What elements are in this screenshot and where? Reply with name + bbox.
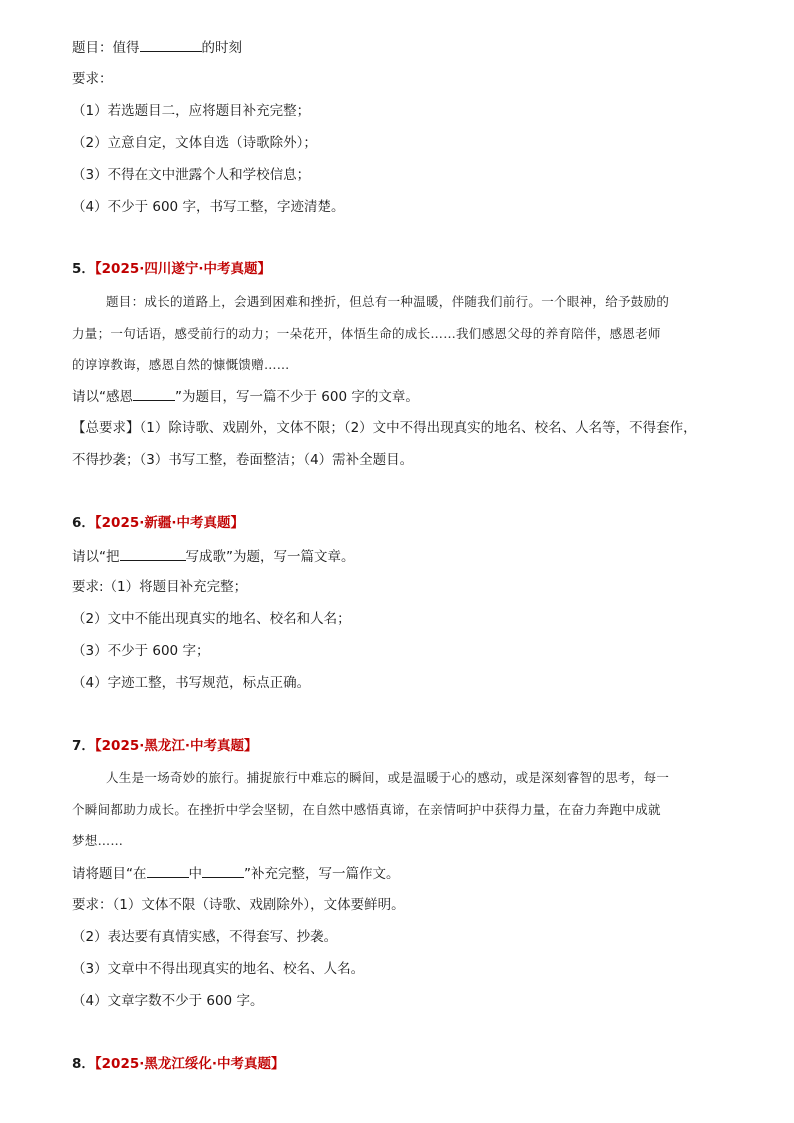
general-requirements-cont: 不得抄袭；（3）书写工整，卷面整洁；（4）需补全题目。	[72, 452, 414, 468]
material-line: 题目：成长的道路上，会遇到困难和挫折，但总有一种温暖，伴随我们前行。一个眼神，给予鼓励的	[106, 294, 670, 309]
material-line: 梦想……	[72, 833, 124, 848]
requirement-item: （2）文中不能出现真实的地名、校名和人名；	[72, 611, 351, 627]
essay-title-line	[72, 37, 242, 57]
prompt-prefix: 请以“感恩	[72, 389, 133, 405]
requirement-item: （4）文章字数不少于 600 字。	[72, 993, 264, 1009]
material-line: 力量；一句话语，感受前行的动力；一朵花开，体悟生命的成长……我们感恩父母的养育陪伴，感恩老师	[72, 326, 661, 341]
question-8-heading	[72, 1055, 285, 1073]
prompt-part: 请将题目“在	[72, 866, 147, 882]
question-7-heading	[72, 737, 258, 755]
question-6-heading	[72, 514, 244, 532]
requirement-item: （3）文章中不得出现真实的地名、校名、人名。	[72, 961, 365, 977]
prompt-suffix: 写成歌”为题，写一篇文章。	[185, 549, 355, 565]
question-5-heading	[72, 260, 271, 278]
prompt-part: 中	[188, 866, 202, 882]
prompt-prefix: 请以“把	[72, 549, 120, 565]
question-number: 8．	[72, 1056, 95, 1072]
essay-prompt	[72, 546, 355, 566]
requirement-item: 要求:（1）将题目补充完整；	[72, 579, 248, 595]
title-blank	[202, 863, 244, 878]
title-suffix: 的时刻	[201, 40, 242, 56]
title-blank	[120, 546, 186, 561]
requirement-item: （2）表达要有真情实感，不得套写、抄袭。	[72, 929, 338, 945]
question-number: 7．	[72, 738, 95, 754]
requirement-item: （3）不得在文中泄露个人和学校信息；	[72, 167, 311, 183]
title-blank	[133, 386, 175, 401]
requirement-item: （2）立意自定，文体自选（诗歌除外）；	[72, 135, 317, 151]
requirement-item: （1）若选题目二，应将题目补充完整；	[72, 103, 311, 119]
material-line: 个瞬间都助力成长。在挫折中学会坚韧，在自然中感悟真谛，在亲情呵护中获得力量，在奋力奔跑中成就	[72, 802, 661, 817]
question-number: 5．	[72, 261, 95, 277]
title-prefix: 题目：值得	[72, 40, 140, 56]
prompt-part: ”补充完整，写一篇作文。	[244, 866, 400, 882]
requirement-item: 要求：（1）文体不限（诗歌、戏剧除外），文体要鲜明。	[72, 897, 405, 913]
question-number: 6．	[72, 515, 95, 531]
title-blank	[147, 863, 189, 878]
requirement-item: （4）字迹工整，书写规范，标点正确。	[72, 675, 311, 691]
essay-prompt	[72, 386, 419, 406]
question-source-tag: 【2025·黑龙江绥化·中考真题】	[94, 1056, 285, 1072]
material-line: 人生是一场奇妙的旅行。捕捉旅行中难忘的瞬间，或是温暖于心的感动，或是深刻睿智的思考，每一	[106, 770, 670, 785]
question-source-tag: 【2025·新疆·中考真题】	[94, 515, 244, 531]
title-blank	[140, 37, 202, 52]
general-requirements: 【总要求】（1）除诗歌、戏剧外，文体不限；（2）文中不得出现真实的地名、校名、人名等，不得套作，	[72, 420, 697, 436]
requirements-label: 要求：	[72, 71, 113, 87]
requirement-item: （3）不少于 600 字；	[72, 643, 210, 659]
question-source-tag: 【2025·四川遂宁·中考真题】	[94, 261, 271, 277]
question-source-tag: 【2025·黑龙江·中考真题】	[94, 738, 258, 754]
prompt-suffix: ”为题目，写一篇不少于 600 字的文章。	[175, 389, 419, 405]
requirement-item: （4）不少于 600 字，书写工整，字迹清楚。	[72, 199, 345, 215]
essay-prompt	[72, 863, 400, 883]
material-line: 的谆谆教诲，感恩自然的慷慨馈赠……	[72, 357, 290, 372]
